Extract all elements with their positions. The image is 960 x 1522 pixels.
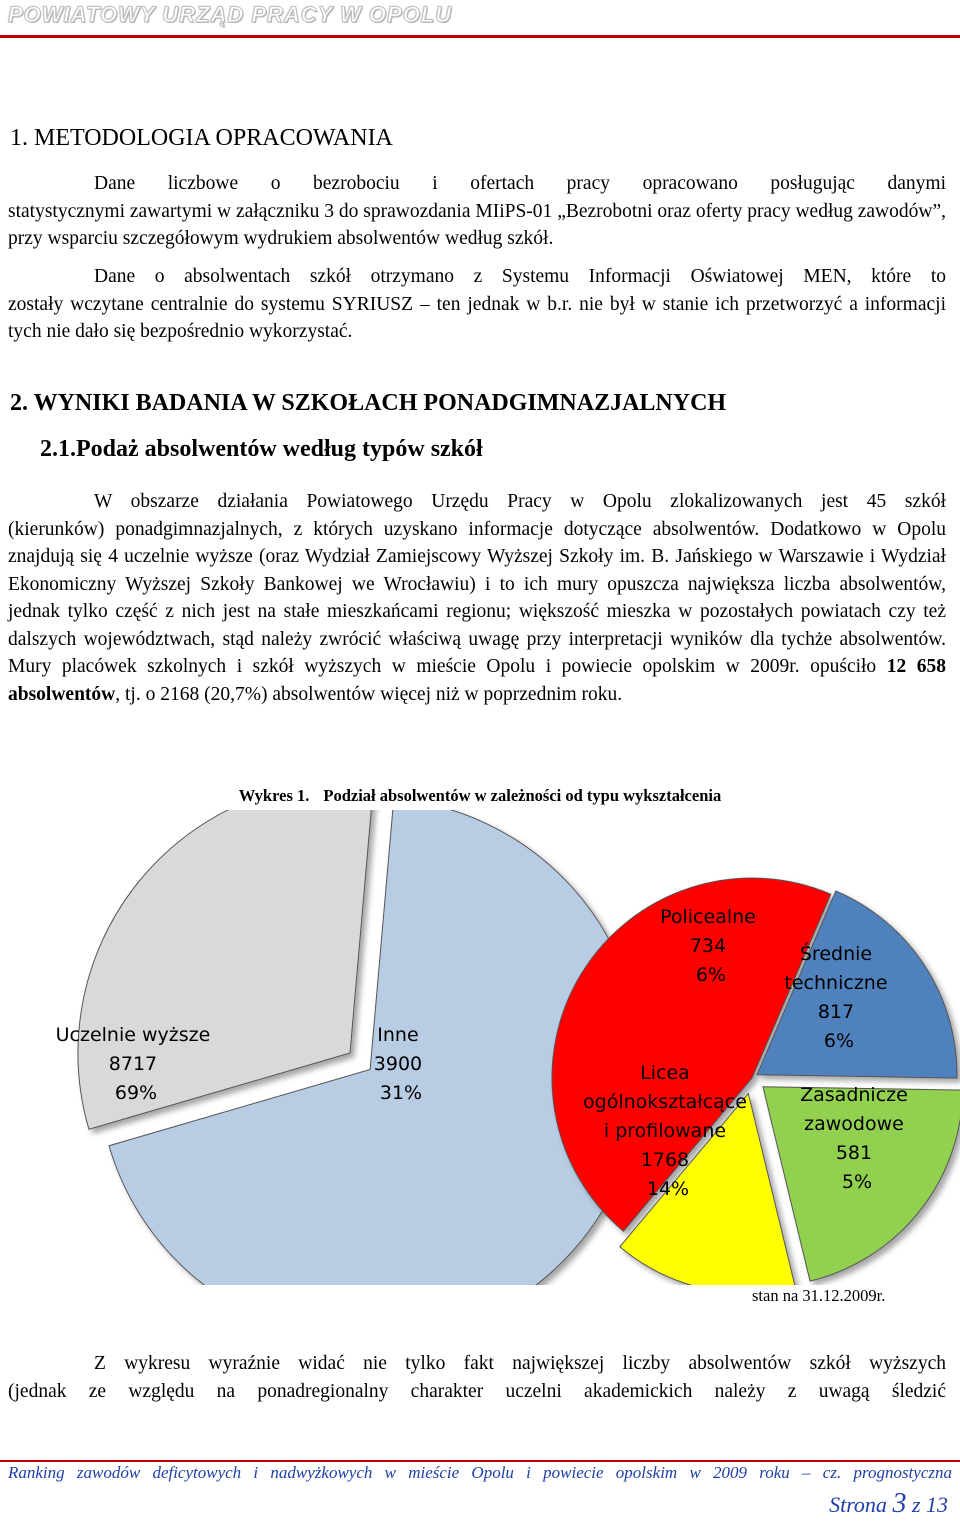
methodology-p2-line1: Dane o absolwentach szkół otrzymano z Systemu Informacji Oświatowej MEN, które to <box>94 266 946 287</box>
methodology-p1-line1: Dane liczbowe o bezrobociu i ofertach pracy opracowano posługując danymi <box>94 173 946 194</box>
header-rule <box>0 35 960 38</box>
results-p-rest-b: , tj. o 2168 (20,7%) absolwentów więcej niż w poprzednim roku. <box>115 683 623 705</box>
data-as-of-note: stan na 31.12.2009r. <box>752 1286 886 1305</box>
label-srednie: Średnie techniczne 817 6% <box>784 943 888 1052</box>
methodology-p2-rest: zostały wczytane centralnie do systemu SYRIUSZ – ten jednak w b.r. nie był w stanie ich przetworzyć a informacji tych nie dało się bezpośrednio wykorzystać. <box>8 293 946 342</box>
label-zasadnicze: Zasadnicze zawodowe 581 5% <box>800 1084 908 1193</box>
page-prefix: Strona <box>829 1492 887 1517</box>
results-p-line1: W obszarze działania Powiatowego Urzędu Pracy w Opolu zlokalizowanych jest 45 szkół <box>94 491 946 512</box>
page-number <box>829 1488 948 1520</box>
chart-caption-label: Wykres 1. <box>238 786 310 805</box>
section-2-heading: 2. WYNIKI BADANIA W SZKOŁACH PONADGIMNAZJALNYCH <box>10 390 727 416</box>
methodology-paragraph-2 <box>8 263 946 346</box>
footer-rule <box>0 1460 960 1462</box>
graduates-pie-chart <box>0 810 960 1285</box>
closing-line1: Z wykresu wyraźnie widać nie tylko fakt największej liczby absolwentów szkół wyższych <box>94 1353 946 1374</box>
page-total: 13 <box>926 1492 948 1517</box>
graduates-total: 12 658 absolwentów <box>8 656 946 705</box>
closing-line2: (jednak ze względu na ponadregionalny charakter uczelni akademickich należy z uwagą śledzić <box>8 1380 946 1402</box>
document-header-title: POWIATOWY URZĄD PRACY W OPOLU <box>8 2 453 27</box>
chart-caption <box>0 786 960 806</box>
methodology-p1-rest: statystycznymi zawartymi w załączniku 3 do sprawozdania MIiPS-01 „Bezrobotni oraz oferty pracy według zawodów”, przy wsparciu szczegółowym wydrukiem absolwentów według szkół. <box>8 200 946 249</box>
section-2-1-heading: 2.1.Podaż absolwentów według typów szkół <box>40 436 483 462</box>
label-uczelnie: Uczelnie wyższe 8717 69% <box>55 1024 211 1104</box>
results-paragraph <box>8 488 946 708</box>
page-sep: z <box>911 1492 921 1517</box>
label-policealne: Policealne 734 6% <box>660 906 756 986</box>
results-p-rest-a: (kierunków) ponadgimnazjalnych, z których uzyskano informacje dotyczące absolwentów. Dodatkowo w Opolu znajdują się 4 uczelnie wyższe (oraz Wydział Zamiejscowy Wyższej Szkoły im. B. Jańskiego w Warszawie i Wydział Ekonomiczny Wyższej Szkoły Bankowej we Wrocławiu) i to ich mury opuszcza największa liczba absolwentów, jednak tylko część z nich jest na stałe mieszkańcami regionu; większość mieszka w pozostałych powiatach czy też dalszych województwach, stąd należy zwrócić właściwą uwagę przy interpretacji wyników dla tychże absolwentów. Mury placówek szkolnych i szkół wyższych w mieście Opolu i powiecie opolskim w 2009r. opuściło <box>8 518 946 677</box>
methodology-paragraph-1 <box>8 170 946 253</box>
label-licea: Licea ogólnokształcące i profilowane 1768 14% <box>583 1062 747 1200</box>
chart-caption-title: Podział absolwentów w zależności od typu wykształcenia <box>323 786 722 805</box>
footer-text: Ranking zawodów deficytowych i nadwyżkowych w mieście Opolu i powiecie opolskim w 2009 roku – cz. prognostyczna <box>8 1463 952 1482</box>
section-1-heading: 1. METODOLOGIA OPRACOWANIA <box>10 125 393 151</box>
closing-paragraph <box>8 1350 946 1405</box>
label-inne: Inne 3900 31% <box>373 1024 423 1104</box>
page-current: 3 <box>892 1488 907 1519</box>
